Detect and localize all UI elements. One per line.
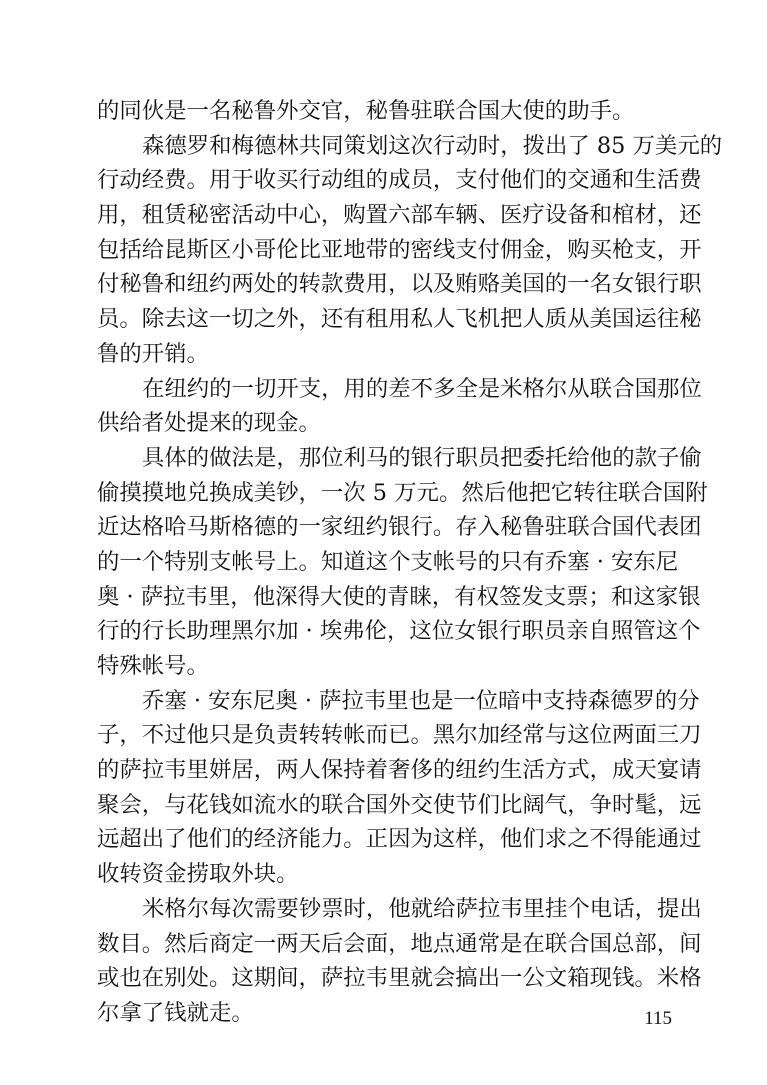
text-line: 奥 · 萨拉韦里，他深得大使的青睐，有权签发支票；和这家银 xyxy=(97,583,701,610)
text-line: 子，不过他只是负责转转帐而已。黑尔加经常与这位两面三刀 xyxy=(97,722,702,749)
text-line: 的萨拉韦里姘居，两人保持着奢侈的纽约生活方式，成天宴请 xyxy=(97,757,702,784)
text-line: 米格尔每次需要钞票时，他就给萨拉韦里挂个电话，提出 xyxy=(142,895,702,922)
text-line: 付秘鲁和纽约两处的转款费用，以及贿赂美国的一名女银行职 xyxy=(97,271,702,298)
text-line: 聚会，与花钱如流水的联合国外交使节们比阔气，争时髦，远 xyxy=(97,791,702,818)
text-line: 森德罗和梅德林共同策划这次行动时，拨出了 85 万美元的 xyxy=(142,132,723,159)
text-line: 包括给昆斯区小哥伦比亚地带的密线支付佣金，购买枪支，开 xyxy=(97,236,702,263)
text-line: 具体的做法是，那位利马的银行职员把委托给他的款子偷 xyxy=(142,444,702,471)
text-line: 或也在别处。这期间，萨拉韦里就会搞出一公文箱现钱。米格 xyxy=(97,965,702,992)
page-number: 115 xyxy=(644,1008,672,1029)
text-line: 收转资金捞取外块。 xyxy=(97,861,299,888)
text-line: 数目。然后商定一两天后会面，地点通常是在联合国总部，间 xyxy=(97,930,702,957)
text-line: 供给者处提来的现金。 xyxy=(97,410,321,437)
text-line: 行的行长助理黑尔加 · 埃弗伦，这位女银行职员亲自照管这个 xyxy=(97,618,701,645)
text-line: 近达格哈马斯格德的一家纽约银行。存入秘鲁驻联合国代表团 xyxy=(97,514,702,541)
text-line: 乔塞 · 安东尼奥 · 萨拉韦里也是一位暗中支持森德罗的分 xyxy=(142,687,700,714)
text-line: 的一个特别支帐号上。知道这个支帐号的只有乔塞 · 安东尼 xyxy=(97,548,679,575)
text-line: 远超出了他们的经济能力。正因为这样，他们求之不得能通过 xyxy=(97,826,702,853)
text-line: 在纽约的一切开支，用的差不多全是米格尔从联合国那位 xyxy=(142,375,702,402)
text-line: 尔拿了钱就走。 xyxy=(97,999,254,1026)
text-line: 鲁的开销。 xyxy=(97,340,209,367)
text-line: 行动经费。用于收买行动组的成员，支付他们的交通和生活费 xyxy=(97,167,702,194)
text-line: 用，租赁秘密活动中心，购置六部车辆、医疗设备和棺材，还 xyxy=(97,202,702,229)
text-line: 偷摸摸地兑换成美钞，一次 5 万元。然后他把它转往联合国附 xyxy=(97,479,708,506)
text-line: 特殊帐号。 xyxy=(97,653,209,679)
body-text xyxy=(97,94,723,1031)
text-line: 员。除去这一切之外，还有租用私人飞机把人质从美国运往秘 xyxy=(97,306,702,333)
text-line: 的同伙是一名秘鲁外交官，秘鲁驻联合国大使的助手。 xyxy=(97,98,635,124)
